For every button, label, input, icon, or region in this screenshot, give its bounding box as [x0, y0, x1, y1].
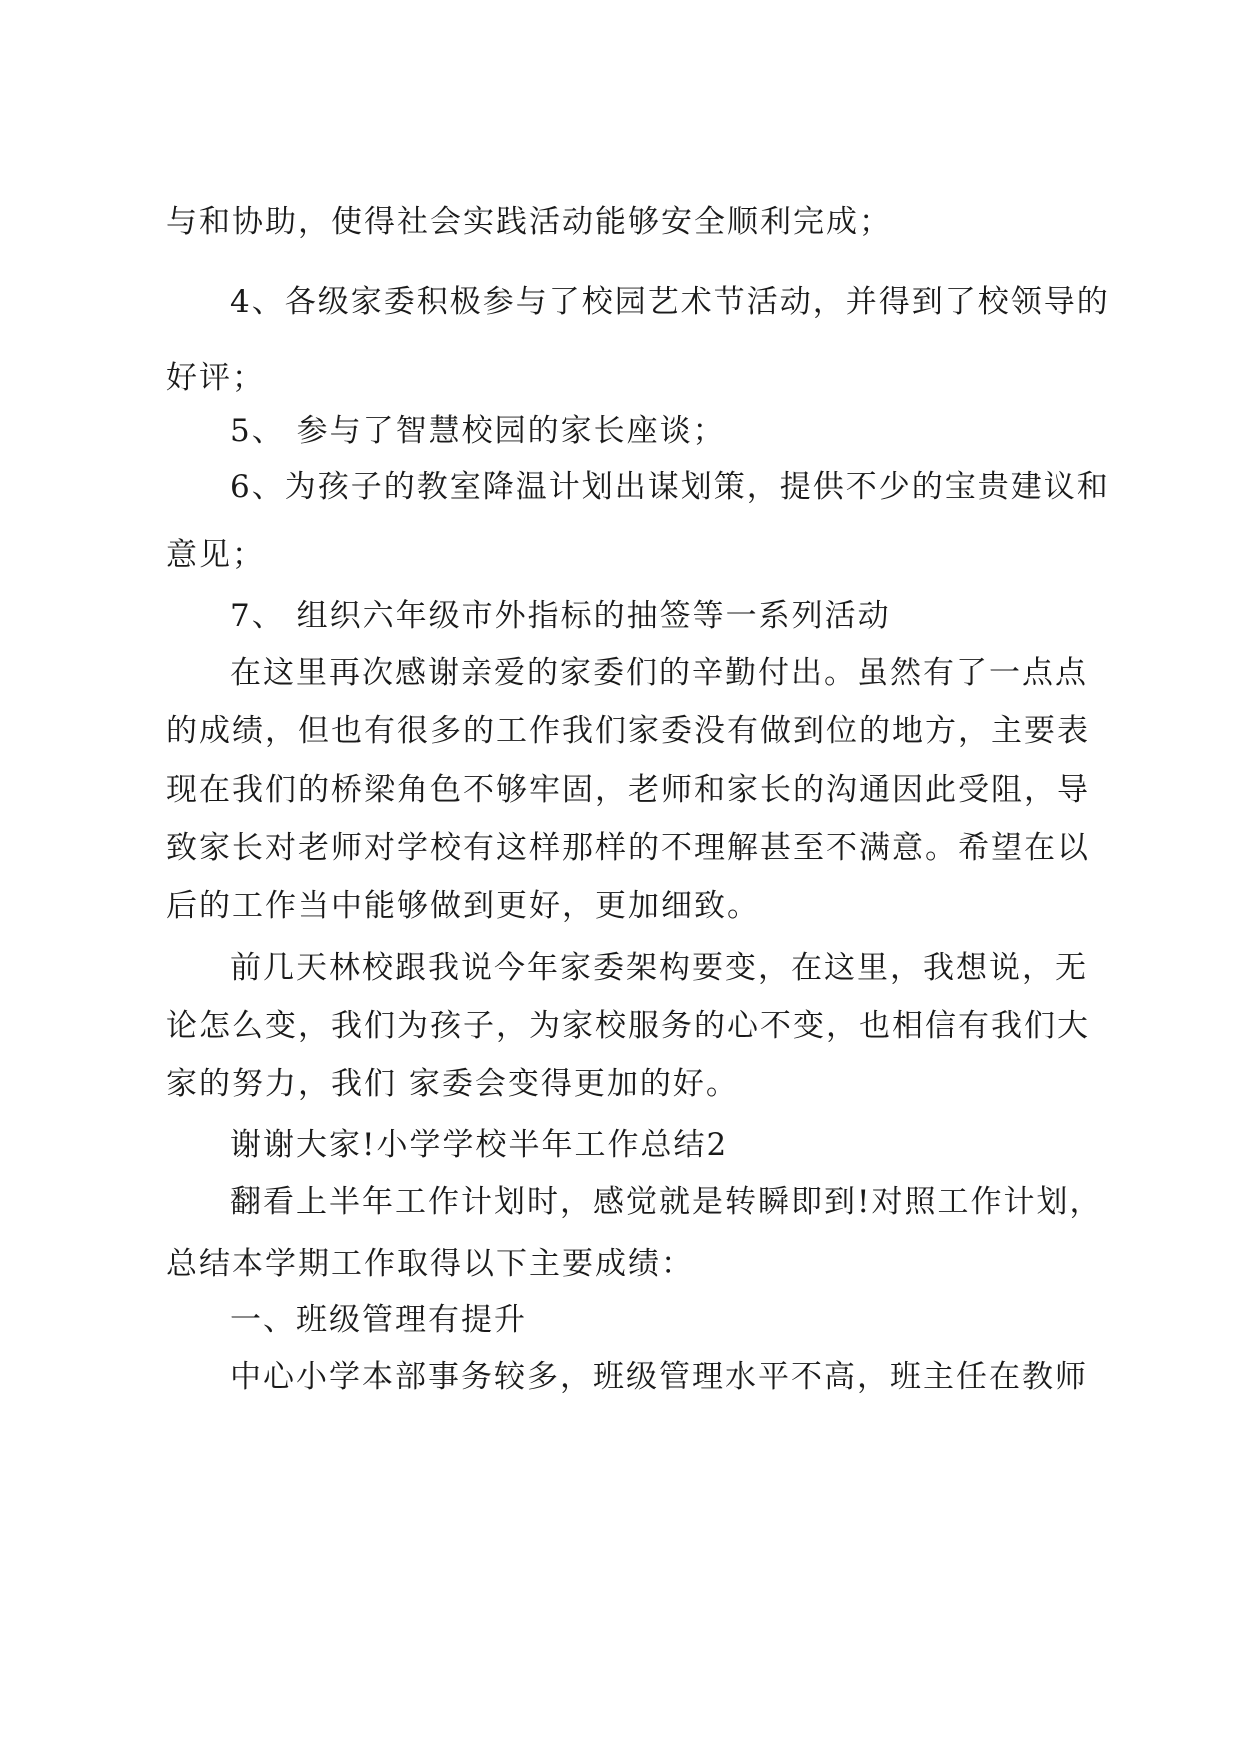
text-line-16: 谢谢大家!小学学校半年工作总结2 [230, 1127, 729, 1163]
text-line-1: 与和协助，使得社会实践活动能够安全顺利完成； [166, 204, 892, 240]
text-line-19: 一、班级管理有提升 [230, 1302, 527, 1338]
text-line-12: 后的工作当中能够做到更好，更加细致。 [166, 888, 760, 924]
text-line-9: 的成绩，但也有很多的工作我们家委没有做到位的地方，主要表 [166, 713, 1090, 749]
text-line-6: 意见； [166, 537, 265, 573]
text-line-15: 家的努力，我们 家委会变得更加的好。 [166, 1066, 739, 1102]
text-line-2: 4、各级家委积极参与了校园艺术节活动，并得到了校领导的 [230, 284, 1110, 320]
text-line-11: 致家长对老师对学校有这样那样的不理解甚至不满意。希望在以 [166, 830, 1090, 866]
text-line-13: 前几天林校跟我说今年家委架构要变，在这里，我想说，无 [230, 950, 1088, 986]
text-line-18: 总结本学期工作取得以下主要成绩： [166, 1246, 694, 1282]
text-line-8: 在这里再次感谢亲爱的家委们的辛勤付出。虽然有了一点点 [230, 655, 1088, 691]
text-line-10: 现在我们的桥梁角色不够牢固，老师和家长的沟通因此受阻，导 [166, 772, 1090, 808]
text-line-17: 翻看上半年工作计划时，感觉就是转瞬即到!对照工作计划， [230, 1184, 1103, 1220]
text-line-4: 5、 参与了智慧校园的家长座谈； [230, 413, 726, 449]
text-line-7: 7、 组织六年级市外指标的抽签等一系列活动 [230, 598, 891, 634]
text-line-20: 中心小学本部事务较多，班级管理水平不高，班主任在教师 [230, 1359, 1088, 1395]
text-line-5: 6、为孩子的教室降温计划出谋划策，提供不少的宝贵建议和 [230, 469, 1110, 505]
text-line-14: 论怎么变，我们为孩子，为家校服务的心不变，也相信有我们大 [166, 1008, 1090, 1044]
text-line-3: 好评； [166, 360, 265, 396]
